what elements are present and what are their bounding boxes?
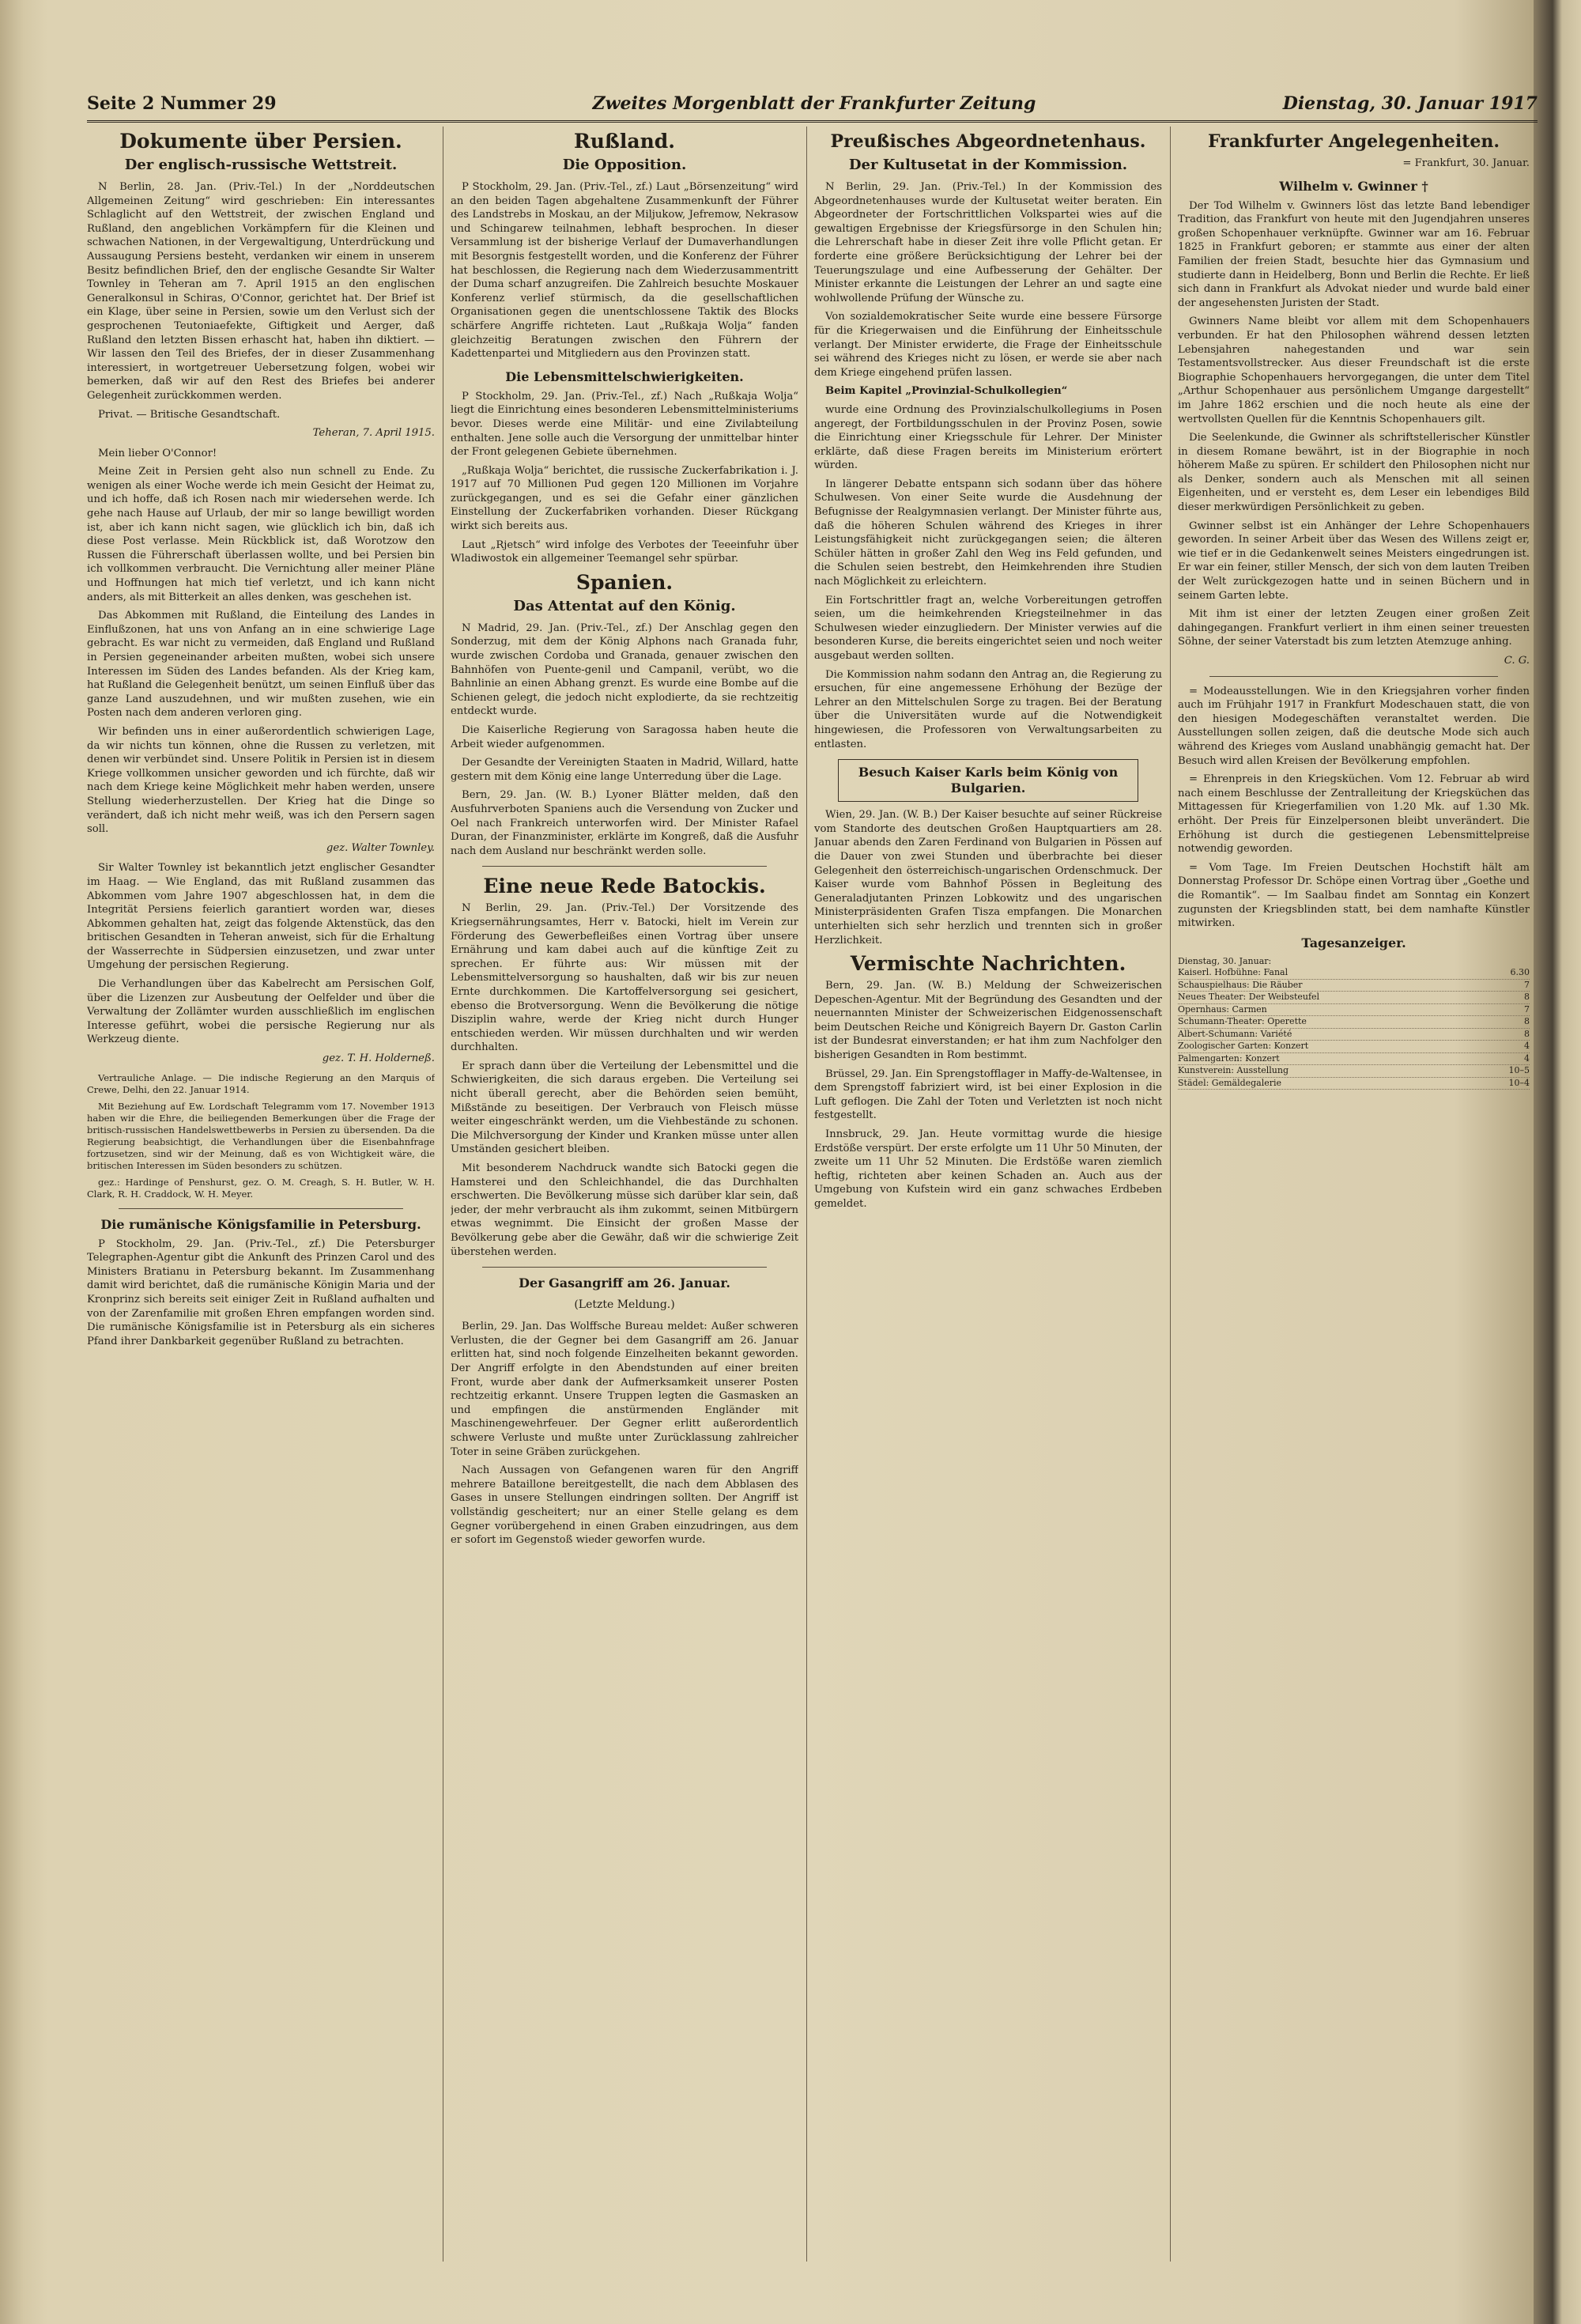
paragraph: P Stockholm, 29. Jan. (Priv.-Tel., zf.) Laut „Börsenzeitung“ wird an den beiden Tagen abgehaltene Zusammenkunft der Führer des Landstrebs in Moskau, an der Miljukow, Jefremow, Nekrasow und Schingarew teilnahmen, lebhaft besprochen. In dieser Versammlung ist der bisherige Verlauf der Dumaverhandlungen mit Besorgnis festgestellt worden, und die Konferenz der Führer hat beschlossen, die Regierung nach dem Wiederzusammentritt der Duma scharf anzugreifen. Die Zahlreich besuchte Moskauer Konferenz verlief stürmisch, da die gesellschaftlichen Organisationen gegen die unentschlossene Taktik des Blocks schärfere Angriffe richteten. Laut „Rußkaja Wolja“ fanden gleichzeitig Beratungen zwischen den Führern der Kadettenpartei und Mitgliedern aus den Provinzen statt.	[451, 181, 798, 361]
agenda-row	[1178, 980, 1530, 992]
agenda-item-label: Städel: Gemäldegalerie	[1178, 1077, 1282, 1088]
paragraph: Bern, 29. Jan. (W. B.) Lyoner Blätter melden, daß den Ausfuhrverboten Spaniens auch die Versendung von Zucker und Oel nach Frankreich unterworfen wird. Der Minister Rafael Duran, der Finanzminister, erklärte im Kongreß, daß die Ausfuhr nach dem Ausland nur beschränkt werden solle.	[451, 789, 798, 857]
paragraph: Die Seelenkunde, die Gwinner als schriftstellerischer Künstler in diesem Romane bewährt, ist in der Biographie in noch höherem Maße zu spüren. Er schildert den Philosophen nicht nur als Denker, sondern auch als Menschen mit all seinen Eigenheiten, und er versteht es, dem Leser ein lebendiges Bild dieser merkwürdigen Persönlichkeit zu geben.	[1178, 432, 1530, 514]
issue-date: Dienstag, 30. Januar 1917	[1282, 93, 1538, 114]
agenda-row	[1178, 1078, 1530, 1090]
paragraph: Innsbruck, 29. Jan. Heute vormittag wurde die hiesige Erdstöße verspürt. Der erste erfolgte um 11 Uhr 50 Minuten, der zweite um 11 Uhr 52 Minuten. Die Erdstöße waren ziemlich heftig, richteten aber keinen Schaden an. Auch aus der Umgebung von Kufstein wird ein ganz schwaches Erdbeben gemeldet.	[814, 1128, 1162, 1210]
edition-title: Zweites Morgenblatt der Frankfurter Zeitung	[592, 93, 1036, 114]
article-subtitle-spain: Das Attentat auf den König.	[513, 597, 736, 614]
column-rule	[806, 127, 807, 2262]
article-title-batocki: Eine neue Rede Batockis.	[483, 875, 766, 898]
agenda-item-label: Neues Theater: Der Weibsteufel	[1178, 992, 1320, 1003]
agenda-date: Dienstag, 30. Januar:	[1178, 955, 1272, 966]
agenda-item-label: Kunstverein: Ausstellung	[1178, 1065, 1289, 1076]
agenda-item-label: Schumann-Theater: Operette	[1178, 1016, 1307, 1027]
paragraph: = Ehrenpreis in den Kriegsküchen. Vom 12. Februar ab wird nach einem Beschlusse der Zentralleitung der Kriegsküchen das Mittagessen für Kriegerfamilien von 1.20 Mk. auf 1.30 Mk. erhöht. Der Preis für Einzelpersonen bleibt unverändert. Die Erhöhung ist durch die gestiegenen Lebensmittelpreise notwendig geworden.	[1178, 773, 1530, 856]
paragraph: Die Verhandlungen über das Kabelrecht am Persischen Golf, über die Lizenzen zur Ausbeutung der Oelfelder und über die Verwaltung der Zollämter wurden ausschließlich im englischen Interesse geführt, wobei die persische Regierung nur als Werkzeug diente.	[87, 978, 435, 1046]
paragraph: = Modeausstellungen. Wie in den Kriegsjahren vorher finden auch im Frühjahr 1917 in Frankfurt Modeschauen statt, die von den hiesigen Modegeschäften veranstaltet werden. Die Ausstellungen sollen zeigen, daß die deutsche Mode sich auch während des Krieges vom Ausland unabhängig gemacht hat. Der Besuch wird allen Kreisen der Bevölkerung empfohlen.	[1178, 685, 1530, 767]
article-title-kaiser-visit: Besuch Kaiser Karls beim König von Bulgarien.	[858, 765, 1119, 796]
agenda-row	[1178, 1004, 1530, 1017]
agenda-item-time: 8	[1524, 992, 1530, 1003]
paragraph: „Rußkaja Wolja“ berichtet, die russische Zuckerfabrikation i. J. 1917 auf 70 Millionen Pud gegen 120 Millionen im Vorjahre zurückgegangen, und es sei die Gefahr einer gänzlichen Einstellung der Zuckerfabriken vorhanden. Dieser Rückgang wirkt sich bereits aus.	[451, 464, 798, 533]
article-title-persia: Dokumente über Persien.	[119, 130, 402, 153]
agenda-item-label: Albert-Schumann: Variété	[1178, 1028, 1292, 1039]
paragraph: wurde eine Ordnung des Provinzialschulkollegiums in Posen angeregt, der Fortbildungsschulen in der Provinz Posen, sowie die Einrichtung einer Kriegsschule für Lehrer. Der Minister erklärte, daß diese Fragen bereits im Ministerium erörtert würden.	[814, 403, 1162, 472]
article-title-prussian-house: Preußisches Abgeordnetenhaus.	[830, 131, 1146, 152]
section-lead: Beim Kapitel „Provinzial-Schulkollegien“	[825, 385, 1068, 398]
masthead	[87, 89, 1538, 123]
paragraph: Mit Beziehung auf Ew. Lordschaft Telegramm vom 17. November 1913 haben wir die Ehre, die beiliegenden Bemerkungen über die Frage der britisch-russischen Handelswettbewerbs in Persien zu übersenden. Da die Regierung beabsichtigt, die Verhandlungen über die Eisenbahnfrage fortzusetzen, sind wir der Meinung, daß es von Wichtigkeit wäre, die britischen Interessen im Süden besonders zu schützen.	[87, 1100, 435, 1171]
agenda-item-time: 10–5	[1508, 1065, 1530, 1076]
paragraph: N Berlin, 28. Jan. (Priv.-Tel.) In der „Norddeutschen Allgemeinen Zeitung“ wird geschrieben: Ein interessantes Schlaglicht auf den Wettstreit, der zwischen England und Rußland, den angeblichen Vorkämpfern für die Kleinen und schwachen Nationen, in der Vergewaltigung, Unterdrückung und Aussaugung Persiens besteht, verdanken wir einem in unserem Besitz befindlichen Brief, den der englische Gesandte Sir Walter Townley in Teheran am 7. April 1915 an den englischen Generalkonsul in Schiras, O'Connor, gerichtet hat. Der Brief ist ein Klage, über seine in Persien, sowie um den Verlust sich der gesprochenen Teutoniaefekte, Giftigkeit und Aerger, daß Rußland den letzten Bissen erhascht hat, haben ihn diktiert. — Wir lassen den Teil des Briefes, der in dieser Zusammenhang interessiert, in wortgetreuer Uebersetzung folgen, wobei wir bemerken, daß wir auf den Rest des Briefes bei anderer Gelegenheit zurückkommen werden.	[87, 181, 435, 402]
paragraph: Von sozialdemokratischer Seite wurde eine bessere Fürsorge für die Kriegerwaisen und die Einführung der Einheitsschule verlangt. Der Minister erwiderte, die Frage der Einheitsschule sei während des Krieges nicht zu lösen, er werde sie aber nach dem Kriege eingehend prüfen lassen.	[814, 311, 1162, 379]
section-title-food: Die Lebensmittelschwierigkeiten.	[505, 368, 744, 384]
agenda-item-label: Kaiserl. Hofbühne: Fanal	[1178, 967, 1289, 978]
agenda-item-label: Schauspielhaus: Die Räuber	[1178, 979, 1303, 990]
article-title-gas-attack: Der Gasangriff am 26. Januar.	[519, 1275, 730, 1291]
paragraph: Sir Walter Townley ist bekanntlich jetzt englischer Gesandter im Haag. — Wie England, das mit Rußland zusammen das Abkommen vom Jahre 1907 abgeschlossen hat, in dem die Integrität Persiens feierlich garantiert worden war, dieses Abkommen gehalten hat, zeigt das folgende Aktenstück, das den britischen Gesandten in Teheran anweist, sich für die Erhaltung der Wasserrechte in Südpersien einzusetzen, und zwar unter Umgehung der persischen Regierung.	[87, 862, 435, 972]
agenda-row	[1178, 1029, 1530, 1041]
obituary-title: Wilhelm v. Gwinner †	[1279, 178, 1428, 194]
boxed-headline	[838, 759, 1138, 802]
binding-edge	[1534, 0, 1581, 2324]
paragraph: N Madrid, 29. Jan. (Priv.-Tel., zf.) Der Anschlag gegen den Sonderzug, mit dem der König Alphons nach Granada fuhr, wurde zwischen Cordoba und Granada, genauer zwischen den Bahnhöfen von Puente-genil und Campanil, verübt, wo die Bahnlinie an einen Abhang grenzt. Es wurde eine Bombe auf die Schienen gelegt, die jedoch nicht explodierte, da sie rechtzeitig entdeckt wurde.	[451, 622, 798, 718]
article-title-russia: Rußland.	[573, 130, 675, 153]
paragraph: Der Gesandte der Vereinigten Staaten in Madrid, Willard, hatte gestern mit dem König eine lange Unterredung über die Lage.	[451, 757, 798, 783]
paragraph: Nach Aussagen von Gefangenen waren für den Angriff mehrere Bataillone bereitgestellt, die nach dem Abblasen des Gases in unsere Stellungen eindringen sollten. Der Angriff ist vollständig gescheitert; nur an einer Stelle gelang es dem Gegner vorübergehend in einen Graben einzudringen, aus dem er sofort im Gegenstoß wieder geworfen wurde.	[451, 1464, 798, 1547]
article-title-misc: Vermischte Nachrichten.	[850, 952, 1126, 976]
enclosure-note: Vertrauliche Anlage. — Die indische Regierung an den Marquis of Crewe, Delhi, den 22. Januar 1914.	[87, 1071, 435, 1095]
paragraph: Wien, 29. Jan. (W. B.) Der Kaiser besuchte auf seiner Rückreise vom Standorte des deutschen Großen Hauptquartiers am 28. Januar abends den Zaren Ferdinand von Bulgarien in Pössen auf die Dauer von zwei Stunden und überbrachte bei dieser Gelegenheit den österreichisch-ungarischen Ordenschmuck. Der Kaiser wurde vom Bahnhof Pössen in Begleitung des Generaladjutanten Prinzen Lobkowitz und des ungarischen Ministerpräsidenten Grafen Tisza empfangen. Die Monarchen unterhielten sich sehr herzlich und trennten sich in großer Herzlichkeit.	[814, 809, 1162, 947]
paragraph: Ein Fortschrittler fragt an, welche Vorbereitungen getroffen seien, um die heimkehrenden Kriegsteilnehmer in das Schulwesen wieder einzugliedern. Der Minister verwies auf die besonderen Kurse, die bereits eingerichtet seien und noch weiter ausgebaut werden sollten.	[814, 594, 1162, 662]
article-title-spain: Spanien.	[575, 570, 674, 594]
paragraph: Mit besonderem Nachdruck wandte sich Batocki gegen die Hamsterei und den Schleichhandel, die das Durchhalten erschwerten. Die Bevölkerung müsse sich darüber klar sein, daß jeder, der mehr verbraucht als ihm zukommt, seinen Mitbürgern etwas wegnimmt. Die Einsicht der großen Masse der Bevölkerung gebe aber die Gewähr, daß wir die schwierige Zeit überstehen werden.	[451, 1162, 798, 1258]
signature-list: gez.: Hardinge of Penshurst, gez. O. M. Creagh, S. H. Butler, W. H. Clark, R. H. Craddock, W. H. Meyer.	[87, 1176, 435, 1200]
agenda-list	[1178, 967, 1530, 1090]
paragraph: Privat. — Britische Gesandtschaft.	[98, 408, 281, 421]
agenda-item-time: 4	[1524, 1041, 1530, 1052]
page-number: Seite 2 Nummer 29	[87, 93, 277, 114]
column-3	[814, 127, 1162, 2262]
agenda-item-time: 10–4	[1508, 1077, 1530, 1088]
paragraph: N Berlin, 29. Jan. (Priv.-Tel.) In der Kommission des Abgeordnetenhauses wurde der Kultusetat weiter beraten. Ein Abgeordneter der Fortschrittlichen Volkspartei wies auf die gewaltigen Ergebnisse der Kriegsfürsorge in den Schulen hin; die Lehrerschaft habe in dieser Zeit ihre volle Pflicht getan. Er forderte eine größere Berücksichtigung der Lehrer bei der Teuerungszulage und eine Aufbesserung der Gehälter. Der Minister erkannte die Leistungen der Lehrer an und sagte eine wohlwollende Prüfung der Wünsche zu.	[814, 181, 1162, 304]
column-rule	[1170, 127, 1171, 2262]
agenda-item-label: Zoologischer Garten: Konzert	[1178, 1041, 1309, 1052]
agenda-row	[1178, 1053, 1530, 1066]
paragraph: N Berlin, 29. Jan. (Priv.-Tel.) Der Vorsitzende des Kriegsernährungsamtes, Herr v. Batocki, hielt im Verein zur Förderung des Gewerbefleißes einen Vortrag über unsere Ernährung und kam dabei auch auf die künftige Zeit zu sprechen. Er führte aus: Wir müssen mit der Lebensmittelversorgung so haushalten, daß wir bis zur neuen Ernte durchkommen. Die Kartoffelversorgung sei gesichert, ebenso die Brotversorgung. Wenn die Bevölkerung die nötige Disziplin wahre, werde der Krieg nicht durch Hunger entschieden werden. Wir müssen durchhalten und wir werden durchhalten.	[451, 902, 798, 1054]
article-subtitle-persia: Der englisch-russische Wettstreit.	[124, 157, 398, 173]
paragraph: Berlin, 29. Jan. Das Wolffsche Bureau meldet: Außer schweren Verlusten, die der Gegner bei dem Gasangriff am 26. Januar erlitten hat, sind noch folgende Einzelheiten bekannt geworden. Der Angriff erfolgte in den Abendstunden auf einer breiten Front, wurde aber dank der Aufmerksamkeit unserer Posten rechtzeitig erkannt. Unsere Truppen legten die Gasmasken an und empfingen die anstürmenden Engländer mit Maschinengewehrfeuer. Der Gegner erlitt außerordentlich schwere Verluste und mußte unter Zurücklassung zahlreicher Toter in seine Gräben zurückgehen.	[451, 1321, 798, 1458]
agenda-row	[1178, 1065, 1530, 1078]
column-2	[451, 127, 798, 2262]
paragraph: Mit ihm ist einer der letzten Zeugen einer großen Zeit dahingegangen. Frankfurt verliert in ihm einen seiner treuesten Söhne, der seiner Vaterstadt bis zum letzten Atemzuge anhing.	[1178, 608, 1530, 648]
agenda-item-label: Opernhaus: Carmen	[1178, 1003, 1267, 1015]
paragraph: Das Abkommen mit Rußland, die Einteilung des Landes in Einflußzonen, hat uns von Anfang an in eine schwierige Lage gebracht. Es war nicht zu vermeiden, daß England und Rußland in Persien gegeneinander arbeiten mußten, wobei sich unsere Interessen im Süden des Landes befanden. Als der Krieg kam, hat Rußland die Gelegenheit benützt, um seinen Einfluß über das ganze Land auszudehnen, und wir mußten zusehen, wie ein Posten nach dem anderen verloren ging.	[87, 610, 435, 720]
agenda-item-time: 8	[1524, 1028, 1530, 1039]
agenda-item-time: 6.30	[1510, 967, 1530, 978]
signature: gez. T. H. Holderneß.	[322, 1052, 435, 1065]
paragraph: Die Kommission nahm sodann den Antrag an, die Regierung zu ersuchen, für eine angemessene Erhöhung der Bezüge der Lehrer an den Mittelschulen Sorge zu tragen. Bei der Beratung über die Universitäten wurde auf die Notwendigkeit hingewiesen, die Professoren von Verwaltungsarbeiten zu entlasten.	[814, 668, 1162, 750]
paragraph: Brüssel, 29. Jan. Ein Sprengstofflager in Maffy-de-Waltensee, in dem Sprengstoff fabriziert wird, ist bei einer Explosion in die Luft geflogen. Die Zahl der Toten und Verletzten ist noch nicht festgestellt.	[814, 1068, 1162, 1122]
article-title-romania: Die rumänische Königsfamilie in Petersburg.	[100, 1216, 421, 1232]
section-title-frankfurt: Frankfurter Angelegenheiten.	[1207, 131, 1500, 152]
agenda-row	[1178, 992, 1530, 1004]
salutation: Mein lieber O'Connor!	[98, 447, 217, 459]
article-subtitle-prussian-house: Der Kultusetat in der Kommission.	[848, 157, 1128, 173]
agenda-item-time: 7	[1524, 1003, 1530, 1015]
signature: gez. Walter Townley.	[326, 841, 435, 854]
separator	[482, 1267, 767, 1268]
paragraph: Laut „Rjetsch“ wird infolge des Verbotes der Teeeinfuhr über Wladiwostok ein allgemeiner Teemangel sehr spürbar.	[451, 538, 798, 565]
paragraph: Der Tod Wilhelm v. Gwinners löst das letzte Band lebendiger Tradition, das Frankfurt von heute mit den Jugendjahren unseres großen Schopenhauer verknüpfte. Gwinner war am 16. Februar 1825 in Frankfurt geboren; er stammte aus einer der alten Familien der freien Stadt, besuchte hier das Gymnasium und studierte dann in Heidelberg, Bonn und Berlin die Rechte. Er ließ sich dann in Frankfurt als Advokat nieder und wurde bald einer der angesehensten Juristen der Stadt.	[1178, 199, 1530, 309]
paragraph: Meine Zeit in Persien geht also nun schnell zu Ende. Zu wenigen als einer Woche werde ich mein Gesicht der Heimat zu, und ich hoffe, daß ich Rosen nach mir wiedersehen werde. Ich gehe nach Hause auf Urlaub, der mir so lange bewilligt worden ist, aber ich kann nicht sagen, wie glücklich ich bin, daß ich diese Post verlasse. Mein Rückblick ist, daß Worotzow den Russen die Führerschaft überlassen wollte, und bei Persien bin ich vollkommen verbraucht. Die Vernichtung aller meiner Pläne und Hoffnungen hat mich tief verletzt, und ich kann nicht anders, als mit Bitterkeit an alles denken, was geschehen ist.	[87, 466, 435, 603]
paragraph: Gwinners Name bleibt vor allem mit dem Schopenhauers verbunden. Er hat den Philosophen während dessen letzten Lebensjahren nahegestanden und war sein Testamentsvollstrecker. Aus dieser Freundschaft ist die erste Biographie Schopenhauers hervorgegangen, die unter dem Titel „Arthur Schopenhauer aus persönlichem Umgange dargestellt“ im Jahre 1862 erschien und die noch heute als eine der wertvollsten Quellen für die Kenntnis Schopenhauers gilt.	[1178, 316, 1530, 425]
agenda-item-label: Palmengarten: Konzert	[1178, 1052, 1280, 1064]
agenda-row	[1178, 1016, 1530, 1029]
paragraph: P Stockholm, 29. Jan. (Priv.-Tel., zf.) Nach „Rußkaja Wolja“ liegt die Einrichtung eines besonderen Lebensmittelministeriums bevor. Dieses werde eine Militär- und eine Zivilabteilung enthalten. Jene solle auch die Versorgung der unmittelbar hinter der Front gelegenen Gebiete übernehmen.	[451, 390, 798, 459]
agenda-title: Tagesanzeiger.	[1301, 935, 1406, 950]
separator	[119, 1208, 403, 1209]
article-subtitle-russia: Die Opposition.	[562, 157, 687, 173]
paragraph: Gwinner selbst ist ein Anhänger der Lehre Schopenhauers geworden. In seiner Arbeit über das Wesen des Willens zeigt er, wie tief er in die Gedankenwelt seines Meisters eingedrungen ist. Er war ein feiner, stiller Mensch, der sich von dem lauten Treiben der Welt zurückgezogen hatte und in seinen Büchern und in seinem Garten lebte.	[1178, 520, 1530, 602]
paragraph: P Stockholm, 29. Jan. (Priv.-Tel., zf.) Die Petersburger Telegraphen-Agentur gibt die Ankunft des Prinzen Carol und des Ministers Bratianu in Petersburg bekannt. Im Zusammenhang damit wird berichtet, daß die rumänische Königin Maria und der Kronprinz sich bereits seit einiger Zeit in Rußland aufhalten und von der Zarenfamilie mit großen Ehren empfangen worden sind. Die rumänische Königsfamilie ist in Petersburg als ein sicheres Pfand ihrer Dankbarkeit gegenüber Rußland zu betrachten.	[87, 1238, 435, 1347]
separator	[482, 866, 767, 867]
dateline: = Frankfurt, 30. Januar.	[1402, 157, 1530, 169]
author-initials: C. G.	[1504, 655, 1530, 667]
column-1	[87, 127, 435, 2262]
column-4	[1178, 127, 1530, 2262]
agenda-item-time: 7	[1524, 979, 1530, 990]
agenda-row	[1178, 967, 1530, 980]
dateline: Teheran, 7. April 1915.	[312, 427, 435, 440]
paragraph: Bern, 29. Jan. (W. B.) Meldung der Schweizerischen Depeschen-Agentur. Mit der Begründung des Gesandten und der neuernannten Minister der Schweizerischen Eidgenossenschaft beim Deutschen Reiche und Königreich Bayern Dr. Gaston Carlin ist der Bundesrat einverstanden; er hat ihm zum Nachfolger den bisherigen Gesandten in Rom bestimmt.	[814, 980, 1162, 1062]
paragraph: = Vom Tage. Im Freien Deutschen Hochstift hält am Donnerstag Professor Dr. Schöpe einen Vortrag über „Goethe und die Romantik“. — Im Saalbau findet am Sonntag ein Konzert zugunsten der Kriegsblinden statt, bei dem namhafte Künstler mitwirken.	[1178, 861, 1530, 930]
agenda-item-time: 8	[1524, 1016, 1530, 1027]
paragraph: In längerer Debatte entspann sich sodann über das höhere Schulwesen. Von einer Seite wurde die Ausdehnung der Befugnisse der Realgymnasien verlangt. Der Minister führte aus, daß die höheren Schulen während des Krieges in ihrer Leistungsfähigkeit nicht zurückgegangen seien; die älteren Schüler hätten in großer Zahl den Weg ins Feld gefunden, und die Schulen seien bestrebt, den Heimkehrenden ihre Studien nach Möglichkeit zu erleichtern.	[814, 478, 1162, 588]
paragraph: Er sprach dann über die Verteilung der Lebensmittel und die Schwierigkeiten, die sich daraus ergeben. Die Verteilung sei nicht überall gerecht, aber die Behörden seien bemüht, Mißstände zu beseitigen. Der Verbrauch von Fleisch müsse weiter eingeschränkt werden, um die Viehbestände zu schonen. Die Milchversorgung der Kinder und Kranken müsse unter allen Umständen gesichert bleiben.	[451, 1060, 798, 1156]
agenda-row	[1178, 1041, 1530, 1053]
separator	[1209, 676, 1498, 677]
paragraph: Die Kaiserliche Regierung von Saragossa haben heute die Arbeit wieder aufgenommen.	[451, 724, 798, 750]
agenda-item-time: 4	[1524, 1052, 1530, 1064]
paragraph: Wir befinden uns in einer außerordentlich schwierigen Lage, da wir nichts tun können, ohne die Russen zu verletzen, mit denen wir verbündet sind. Unsere Politik in Persien ist in diesem Kriege vollkommen unsicher geworden und ich fürchte, daß wir nach dem Kriege keine Möglichkeit mehr haben werden, unsere Stellung wiederherzustellen. Der Krieg hat die Dinge so verändert, daß ich nicht mehr weiß, was ich den Persern sagen soll.	[87, 725, 435, 836]
article-subtitle-gas-attack: (Letzte Meldung.)	[574, 1298, 675, 1312]
